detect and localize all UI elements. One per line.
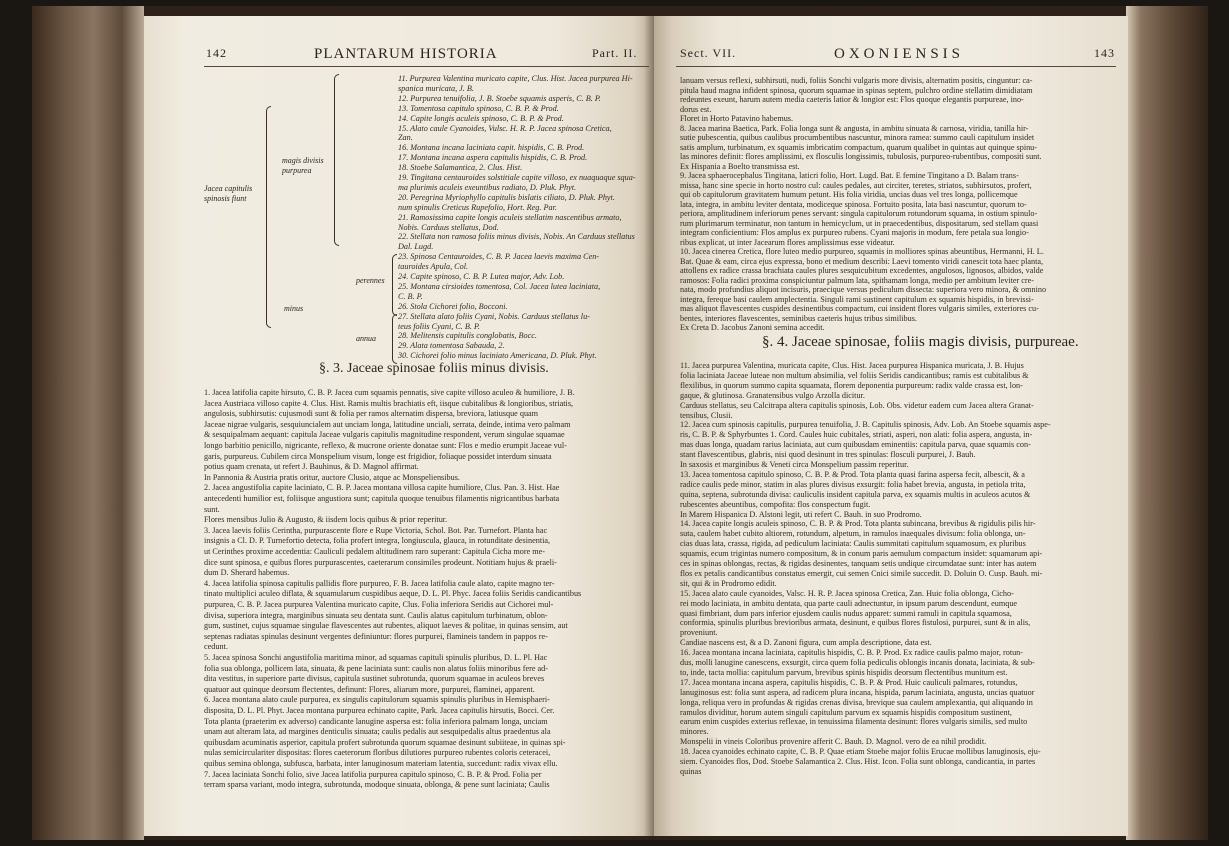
table-brace-magis <box>334 74 339 246</box>
text-line: minores. <box>680 727 709 737</box>
text-line: Jaceae nigrae vulgaris, sesquiuncialem aut unciam longa, latitudine unciali, serrata, deinde, intima vero palmam <box>204 419 571 429</box>
text-line: redeuntes exeunt, harum autem media caeteris latior & longior est: Flos quoque elegantis purpureae, ino- <box>680 95 1024 104</box>
text-line: Ex Creta D. Jacobus Zanoni semina accedit. <box>680 323 825 332</box>
text-line: Jacea Austriaca villoso capite 4. Clus. Hist. Ramis multis brachiatis eft, iisque cubitalibus & longioribus, striatis, <box>204 398 574 408</box>
text-line: quina, septena, subrotunda divisa: cauliculis insident capitula parva, ex squamis multis in aculeos acutos & <box>680 489 1031 499</box>
text-line: num spinulis Creticus Rupefolio, Hort. Reg. Par. <box>398 202 557 212</box>
text-line: insignis a Cl. D. P. Turnefortio detecta, folia profert integra, longiuscula, glauca, in rotunditate desinentia, <box>204 536 551 546</box>
text-line: terram sparsa variant, modo integra, subrotunda, modoque sinuata, oblonga, & pene sunt laciniata; Caulis <box>204 780 550 790</box>
text-line: 17. Jacea montana incana aspera, capitulis hispidis, C. B. P. & Prod. Huic cauliculi palmares, rotundus, <box>680 677 1018 687</box>
text-line: ramosos: Folia radici proxima conspiciuntur palmum lata, spithamam longa, medio per ambitum leviter cre- <box>680 275 1035 285</box>
text-line: sit, qui & in Prodromo edidit. <box>680 578 777 588</box>
text-line: missa, hanc sine specie in horto nostro cul: caules pedales, aut circiter, teretes, striatos, subhirsutos, profert, <box>680 180 1032 190</box>
text-line: Carduus stellatus, seu Calcitrapa altera capitulis spinosis, Lob. Obs. videtur eadem cum Jacea altera Granat- <box>680 400 1034 410</box>
text-line: periora, amplitudinem inferiorum penes servant: singula capitulorum rotundorum squama, in ostium spinulo- <box>680 209 1038 218</box>
text-line: 12. Jacea cum spinosis capitulis, purpurea tenuifolia, J. B. Capitulis spinosis, Adv. Lob. An Stoebe squamis aspe- <box>680 420 1051 430</box>
text-line: cedunt. <box>204 642 228 652</box>
text-line: longo barbitio penicillo, nigricante, reflexo, & mucrone oriente donatae sunt: Flos e medio erumpit Jaceae vul- <box>204 441 567 450</box>
text-line: folia laciniata Jaceae luteae non multum absimilia, vel foliis Seridis candicantibus; ramis est cubitalibus & <box>680 370 1029 380</box>
text-line: In Pannonia & Austria pratis oritur, auctore Clusio, atque ac Monspeliensibus. <box>204 472 460 482</box>
text-line: spanica muricata, J. B. <box>398 83 474 93</box>
text-line: Nobis. Carduus stellatus, Dod. <box>398 222 499 232</box>
text-line: 24. Capite spinoso, C. B. P. Lutea major, Adv. Lob. <box>398 272 565 281</box>
text-line: Flores mensibus Julio & Augusto, & iisdem locis quibus & prior reperitur. <box>204 515 448 525</box>
text-line: attollens ex radice crassa brachiata caules plures sesquicubitum excedentes, angulosos, lignosos, albidos, valde <box>680 266 1044 275</box>
text-line: 11. Jacea purpurea Valentina, muricata capite, Clus. Hist. Jacea purpurea Hispanica muricata, J. B. Hujus <box>680 361 1024 370</box>
text-line: lata, integra, in ambitu leviter dentata, modiceque spinosa. Fortuito posita, lata basi nascuntur, quorum to- <box>680 199 1027 209</box>
text-line: teus foliis Cyani, C. B. P. <box>398 321 480 331</box>
text-line: 9. Jacea sphaerocephalus Tingitana, laticri folio, Hort. Lugd. Bat. E femine Tingitano a D. Balam trans- <box>680 171 1019 180</box>
text-line: quinas <box>680 766 702 776</box>
text-line: rubescentes abeuntibus, compofita: flos conspectum fugit. <box>680 499 871 509</box>
right-header-rule <box>676 66 1116 67</box>
text-line: C. B. P. <box>398 291 423 301</box>
text-line: Monspelii in vineis Coloribus provenire afferit C. Bauh. D. Magnol. vero de ea nihil prodidit. <box>680 737 987 747</box>
text-line: ribus explicat, ut inter Jacearum flores amplissimus esse videatur. <box>680 237 895 247</box>
text-line: 16. Jacea montana incana laciniata, capitulis hispidis, C. B. P. Prod. Ex radice caulis palmo major, rotun- <box>680 648 1024 658</box>
text-line: ma plurimis aculeis exeuntibus radiato, D. Pluk. Phyt. <box>398 182 577 192</box>
text-line: siem. Cyanoides flos, Dod. Stoebe Salamantica 2. Clus. Hist. Icon. Folia sunt oblonga, candicantia, in partes <box>680 757 1036 766</box>
text-line: Bat. Quae & eam, circa ejus expressa, bono et medium describi: Laevi tomento viridi canescit tota haec planta, <box>680 256 1044 266</box>
left-page <box>144 16 654 836</box>
text-line: potius quam crenata, ut refert J. Bauhinus, & D. Magnol affirmat. <box>204 462 419 472</box>
text-line: quibus semina oblonga, subfusca, barbata, inter lanuginosum materiam latentia, succedunt: radix vivax ellu. <box>204 759 558 768</box>
text-line: unam aut alteram lata, ad margines denticulis sinuata; caulis pedalis aut sesquipedalis altus praedentus ala <box>204 727 551 737</box>
text-line: 25. Montana cirsioides tomentosa, Col. Jacea lutea laciniata, <box>398 281 601 291</box>
text-line: quibusdam acuminatis asperior, capitula profert subrotunda quorum squamae desinunt subiiteae, in quinas spi- <box>204 737 566 747</box>
text-line: ramulos dividitur, horum autem singuli capitulum parvum ex squamis hispidis compositum sustinent, <box>680 707 1012 717</box>
text-line: pitula haud magna infident spinosa, quorum squamae in spinas septem, pulchro ordine stellatim dimidiatam <box>680 85 1033 95</box>
text-line: mas aliquot flavescentes cuspides desinentibus compactum, cui insident flores vulgaris similes, exteriores cu- <box>680 304 1039 313</box>
left-part-label: Part. II. <box>592 46 638 60</box>
text-line: stant flavescentibus, glabris, nisi quod desinunt in tres spinulas: flosculi purpurei, J. Bauh. <box>680 450 976 460</box>
text-line: 28. Melitensis capitulis conglobatis, Bocc. <box>398 331 537 341</box>
left-page-edges <box>32 6 144 840</box>
right-page-edges <box>1126 6 1208 840</box>
table-brace-annua <box>392 314 397 364</box>
text-line: purpurea, C. B. P. Jacea purpurea Valentina muricato capite, Clus. Folia inferiora Seridis aut Cichorei mul- <box>204 600 554 609</box>
text-line: 27. Stellata alato foliis Cyani, Nobis. Carduus stellatus lu- <box>398 311 590 321</box>
text-line: 13. Jacea tomentosa capitulo spinoso, C. B. P. & Prod. Tota planta quasi farina aspersa fecit, albescit, & a <box>680 469 1025 479</box>
text-line: Candiae nascens est, & a D. Zanoni figura, cum ampla descriptione, data est. <box>680 638 932 648</box>
table-brace-root <box>266 106 271 328</box>
text-line: suta, caulem habet cubito altiorem, rotundum, alpetum, in ramulos inaequales divisum: folia oblonga, un- <box>680 529 1026 539</box>
text-line: disposita, D. L. Pl. Phyt. Jacea montana purpurea echinato capite, Park. Jacea capitulis hirsutis, Bocci. Cer. <box>204 706 555 715</box>
text-line: cias duas lata, crassa, rigida, ad pediculum laciniata: Caulis summitati capitulum squamosum, ex pluribus <box>680 539 1026 549</box>
text-line: 26. Stola Cichorei folio, Bocconi. <box>398 301 508 311</box>
text-line: 29. Alata tomentosa Sabauda, 2. <box>398 341 505 351</box>
text-line: sutie pubescentia, quibus caulibus procumbentibus nascuntur, minora ramea: summo cauli capitulum insidet <box>680 133 1035 142</box>
text-line: integram conficientium: Flos amplus ex purpureo rubens. Cyani majoris in modum, fere petala sua longio- <box>680 228 1029 237</box>
text-line: 1. Jacea latifolia capite hirsuto, C. B. P. Jacea cum squamis pennatis, sive capite villoso aculeo & humiliore, J. B. <box>204 388 575 397</box>
text-line: 15. Alato caule Cyanoides, Vulsc. H. R. P. Jacea spinosa Cretica, <box>398 123 612 133</box>
right-section-heading: §. 4. Jaceae spinosae, foliis magis divisis, purpureae. <box>762 334 1079 350</box>
left-section-heading: §. 3. Jaceae spinosae foliis minus divisis. <box>319 361 549 376</box>
text-line: & sesquipalmam aequant: capitula Jaceae vulgaris capitulis magnitudine respondent, verum singulae squamae <box>204 430 565 440</box>
text-line: las minores definit: flores amplissimi, ex flosculis longissimis, tubulosis, purpureo-rubentibus, compositi sunt. <box>680 152 1042 161</box>
text-line: radice caulis pede minor, statim in alas plures divisus exsurgit: folia habet brevia, angusta, in petiola trita, <box>680 479 1026 489</box>
text-line: tensibus, Clusii. <box>680 410 733 420</box>
text-line: 7. Jacea laciniata Sonchi folio, sive Jacea latifolia purpurea capitulo spinoso, C. B. P. & Prod. Folia per <box>204 769 542 779</box>
text-line: 23. Spinosa Centauroides, C. B. P. Jacea laevis maxima Cen- <box>398 252 600 262</box>
text-line: 22. Stellata non ramosa foliis minus divisis, Nobis. An Carduus stellatus <box>398 232 635 242</box>
text-line: ut Cerinthes proxime accedentia: Cauliculi pedalem altitudinem raro superant: Capitula Cicha more me- <box>204 547 546 556</box>
text-line: 2. Jacea angustifolia capite laciniato, C. B. P. Jacea montana villosa capite humiliore, Clus. Pan. 3. Hist. Hae <box>204 483 560 493</box>
text-line: garis, purpureus. Cubilem circa Monspelium visum, longe est frigidior, foliaque possidet interdum sinuata <box>204 451 552 461</box>
text-line: proveniunt. <box>680 628 718 638</box>
text-line: 11. Purpurea Valentina muricato capite, Clus. Hist. Jacea purpurea Hi- <box>398 74 633 83</box>
text-line: dita vestitus, in superiore parte divisus, capitula sustinet subrotunda, quorum squamae in aculeos breves <box>204 674 545 684</box>
text-line: earum enim cuspides exterius reflexae, in tenuissima filamenta desinunt: flores vulgaris similis, sed multo <box>680 717 1028 727</box>
text-line: ces in spinas oblongas, rectas, & rigidas desinentes, tanquam setis undique circumdatae sunt: inter has autem <box>680 559 1037 568</box>
table-label-annua: annua <box>356 334 376 343</box>
header-rule <box>204 66 649 67</box>
text-line: 17. Montana incana aspera capitulis hispidis, C. B. Prod. <box>398 153 588 163</box>
text-line: satis amplum, turbinatum, ex squamis imbricatim compactum, quarum qualibet in quintas aut quinque spinu- <box>680 142 1038 152</box>
text-line: 6. Jacea montana alato caule purpurea, ex singulis capitulorum squamis spinulis pluribus in Hemisphaeri- <box>204 695 550 705</box>
text-line: flos ex petalis candicantibus constatus emergit, cui semen Cnici simile succedit. D. Doluin O. Cusp. Bauh. mi- <box>680 568 1043 578</box>
text-line: nata, modo profundius aliquot incisuris, praecique versus pediculum dissecta: superiora vero minora, & omnino <box>680 285 1047 294</box>
right-section-label: Sect. VII. <box>680 46 737 60</box>
text-line: antecedenti humilior est, foliisque angustiora sunt; capitula quoque tenuibus filamentis nigricantibus barbata <box>204 494 560 503</box>
table-label-perennes: perennes <box>356 276 385 285</box>
text-line: 4. Jacea latifolia spinosa capitulis pallidis flore purpureo, F. B. Jacea latifolia caule alato, capite magno ter- <box>204 578 555 588</box>
text-line: integra, fereque basi caulem amplectentia. Singuli rami sustinent capitulum ex squamis hispidis, in brevissi- <box>680 294 1034 304</box>
text-line: 3. Jacea laevis foliis Cerintha, purpurascente flore e Rupe Victoria, Schol. Bot. Par. Turnefort. Planta hac <box>204 525 548 535</box>
text-line: to, inde, tacta mollia: capitulum parvum, brevibus spinis hispidis deorsum flectentibus munitum est. <box>680 667 1008 677</box>
text-line: quasi fimbriant, dum pars inferior ejusdem caulis nudus apparet: summi ramuli in capitula squamosa, <box>680 608 1012 618</box>
text-line: 14. Capite longis aculeis spinoso, C. B. P. & Prod. <box>398 113 564 123</box>
text-line: 8. Jacea marina Baetica, Park. Folia longa sunt & angusta, in ambitu sinuata & carnosa, viridia, tanilla hir- <box>680 123 1029 133</box>
text-line: mas duas longa, quadam rarius laciniata, aut cum quibusdam eminentiis: capitula parva, quae squamis con- <box>680 440 1031 450</box>
text-line: 5. Jacea spinosa Sonchi angustifolia maritima minor, ad squamas capituli spinulis pluribus, D. L. Pl. Hac <box>204 653 548 662</box>
text-line: 19. Tingitana centauroides solstitiale capite villoso, ex nuaquaque squa- <box>398 173 636 182</box>
text-line: divisa, superiora integra, marginibus sinuata seu dentata sunt. Caulis alatus capitulum turbinatum, oblon- <box>204 610 548 620</box>
table-label-root: Jacea capitulis spinosis fiunt <box>204 184 253 203</box>
text-line: squamis, ecum trigintas numero compositum, & in conum paris aemulum compactum insidet: squamarum api- <box>680 549 1043 559</box>
text-line: longa, reliqua vero in profundas & rigidas crenas divisa, brevique sua caulem amplexantia, qui aliquando in <box>680 697 1033 707</box>
text-line: angulosis, subhirsutis: cujusmodi sunt & folia per ramos alternatim dispersa, breviora, latiusque quam <box>204 409 539 419</box>
text-line: Zan. <box>398 133 413 143</box>
text-line: flexilibus, in quorum summo capita squamata, florem deponentia purpureum: radix valde crassa est, lon- <box>680 380 1023 390</box>
text-line: 21. Ramosissima capite longis aculeis stellatim nascentibus armato, <box>398 212 622 222</box>
right-page-number: 143 <box>1094 46 1115 60</box>
text-line: 10. Jacea cinerea Cretica, flore luteo medio purpureo, squamis in molliores spinas abeuntibus, Hermanni, H. L. <box>680 247 1044 256</box>
text-line: 12. Purpurea tenuifolia, J. B. Stoebe squamis asperis, C. B. P. <box>398 93 601 103</box>
text-line: In Marem Hispanica D. Alstoni legit, uti refert C. Bauh. in suo Prodromo. <box>680 509 922 519</box>
text-line: 15. Jacea alato caule cyanoides, Valsc. H. R. P. Jacea spinosa Cretica, Zan. Huic folia oblonga, Cicho- <box>680 588 1014 598</box>
table-label-magis: magis divisis purpurea <box>282 156 324 175</box>
text-line: tinato multiplici aculeo diflata, & squamularum cuspidibus aeque, D. L. Pl. Phyc. Jacea foliis Seridis candicantibus <box>204 589 582 599</box>
text-line: dice sunt spinosa, e quibus flores purpurascentes, caeterarum consimiles prodeunt. Notitiam hujus & praeli- <box>204 557 557 567</box>
text-line: bentes, interiores flavescentes, seminibus caeteris hujus tribus similibus. <box>680 313 917 323</box>
text-line: qui ob capitulorum gravitatem humum petunt. His folia viridia, uncias duas vel tres longa, pollicemque <box>680 190 1018 199</box>
text-line: In saxosis et marginibus & Veneti circa Monspelium passim reperitur. <box>680 460 909 469</box>
text-line: folia sua oblonga, pollicem lata, sinuata, & pene laciniata sunt: caulis non alatus foliis minoribus fere ad- <box>204 663 549 673</box>
right-page <box>654 16 1128 836</box>
text-line: dum D. Sherard habemus. <box>204 568 290 578</box>
text-line: Tota planta (praeterim ex adverso) candicante lanugine aspersa est: folia inferiora palmam longa, unciam <box>204 716 548 726</box>
left-page-number: 142 <box>206 46 227 60</box>
text-line: dus, molli lanugine canescens, exsurgit, circa quem folia pediculis oblongis incanis donata, laciniata, & sub- <box>680 658 1035 667</box>
text-line: dorus est. <box>680 104 712 114</box>
text-line: 16. Montana incana laciniata capit. hispidis, C. B. Prod. <box>398 143 585 153</box>
text-line: nulas semicirculariter dispositas: flores caeterorum floribus dilutiores purpureo rubentes coloris ceteracei, <box>204 748 551 758</box>
text-line: Dal. Lugd. <box>398 242 434 252</box>
text-line: rei modo laciniata, in ambitu dentata, qua parte cauli adnectuntur, in ipsum parum descendunt, eumque <box>680 598 1018 608</box>
text-line: tauroides Apula, Col. <box>398 262 469 272</box>
text-line: 30. Cichorei folio minus laciniato Americana, D. Pluk. Phyt. <box>398 351 597 361</box>
text-line: sunt. <box>204 504 220 514</box>
text-line: Floret in Horto Patavino habemus. <box>680 114 794 123</box>
text-line: ris, C. B. P. & Sphyrbuntes 1. Cord. Caules huic cubitales, striati, asperi, non alati: folia aspera, angusta, in- <box>680 430 1033 440</box>
text-line: rum plurimarum terminatur, non tantum in hemicyclum, ut in praecedentibus, dispositarum, sed stellam quasi <box>680 218 1039 228</box>
table-brace-perennes <box>392 254 397 316</box>
text-line: septenas radiatas spinulas desinunt vergentes definiuntur: flores purpurei, flamineis tandem in pappos re- <box>204 631 548 641</box>
text-line: conformia, spinulis pluribus brevioribus armata, desinunt, e quibus flores fistulosi, purpurei, sunt & in alis, <box>680 618 1031 628</box>
text-line: gaque, & glutinosa. Granatensibus vulgo Arzolla dicitur. <box>680 390 865 400</box>
text-line: 14. Jacea capite longis aculeis spinoso, C. B. P. & Prod. Tota planta subincana, brevibus & rigidulis pilis hir- <box>680 519 1036 529</box>
text-line: lanuam versus reflexi, subhirsuti, nudi, foliis Sonchi vulgaris more divisis, alternatim positis, cinguntur: ca- <box>680 76 1033 85</box>
text-line: 18. Stoebe Salamantica, 2. Clus. Hist. <box>398 163 523 173</box>
text-line: 13. Tomentosa capitulo spinoso, C. B. P. & Prod. <box>398 103 559 113</box>
text-line: 18. Jacea cyanoides echinato capite, C. B. P. Quae etiam Stoebe major foliis Erucae mollibus lanuginosis, eju- <box>680 747 1041 757</box>
table-label-minus: minus <box>284 304 304 313</box>
text-line: 20. Peregrina Myriophyllo capitulis bislatis ciliato, D. Pluk. Phyt. <box>398 192 615 202</box>
right-running-head: OXONIENSIS <box>834 46 964 62</box>
text-line: Ex Hispania a Boelto transmissa est. <box>680 161 800 171</box>
left-running-head: PLANTARUM HISTORIA <box>314 46 498 62</box>
text-line: quatuor aut quinque deorsum flectentes, definunt: Flores, aliarum more, purpurei, flaminei, apparent. <box>204 684 535 694</box>
open-book <box>32 6 1208 840</box>
text-line: lanuginosus est: folia sunt aspera, ad radicem plura incana, hispida, parum laciniata, angusta, uncias quatuor <box>680 687 1035 697</box>
text-line: gum, sustinet, cujus squamae singulae flavescentes aut rubentes, aliquot laeves & politae, in quinas sensim, aut <box>204 621 568 631</box>
